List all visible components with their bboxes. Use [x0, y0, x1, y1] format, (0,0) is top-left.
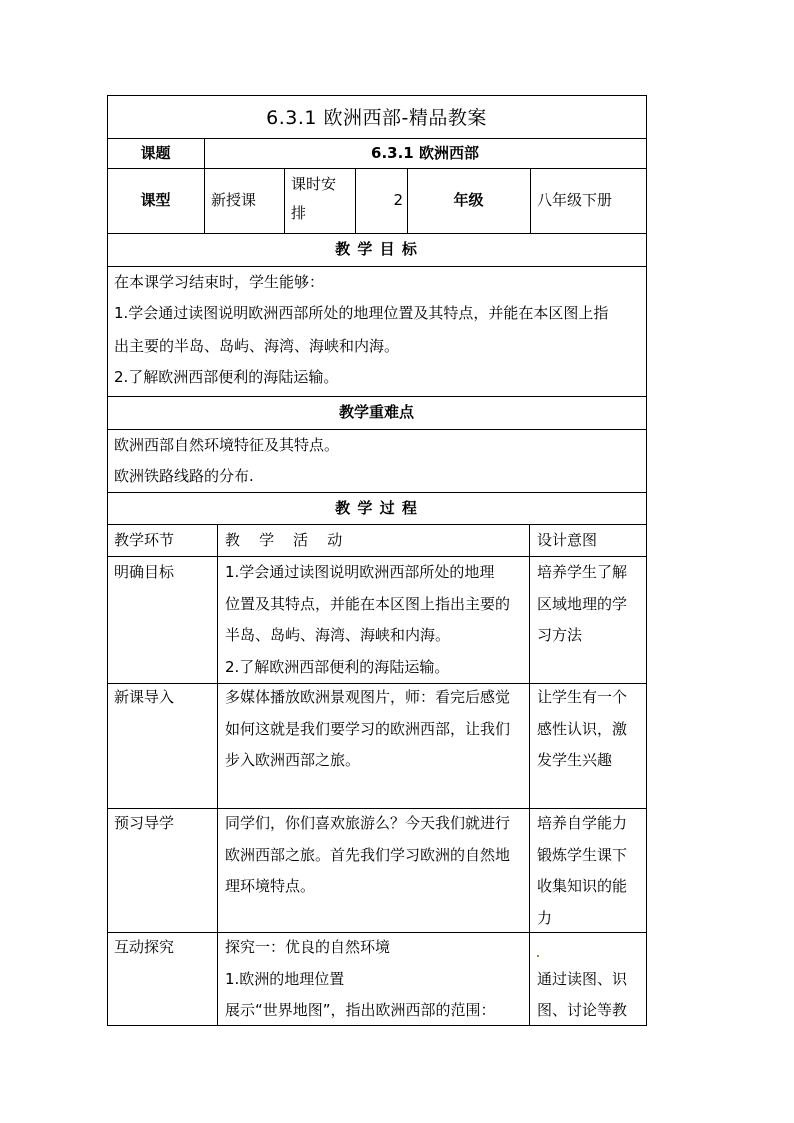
activity-cell: 同学们，你们喜欢旅游么？今天我们就进行 欧洲西部之旅。首先我们学习欧洲的自然地 理环境特点。: [225, 814, 511, 895]
activity-cell: 探究一：优良的自然环境 1.欧洲的地理位置 展示“世界地图”，指出欧洲西部的范围：: [225, 938, 496, 1019]
stage-cell: 明确目标: [114, 563, 175, 581]
stray-mark: [537, 955, 539, 957]
process-heading: 教 学 过 程: [335, 499, 418, 517]
grade-label: 年级: [453, 191, 484, 209]
keypoints-heading: 教学重难点: [338, 403, 414, 421]
goals-line: 出主要的半岛、岛屿、海湾、海峡和内海。: [114, 337, 400, 355]
intent-cell: 让学生有一个 感性认识，激 发学生兴趣: [537, 688, 628, 769]
type-value: 新授课: [211, 191, 257, 209]
topic-value: 6.3.1 欧洲西部: [371, 144, 479, 162]
stage-cell: 新课导入: [114, 688, 175, 706]
activity-cell: 多媒体播放欧洲景观图片，师：看完后感觉 如何这就是我们要学习的欧洲西部，让我们 步入欧洲西部之旅。: [225, 688, 511, 769]
table-border-right: [646, 95, 647, 1026]
type-label: 课型: [140, 191, 171, 209]
table-border-top: [107, 95, 647, 96]
topic-label: 课题: [140, 144, 171, 162]
rule: [217, 524, 218, 1026]
intent-cell: 培养自学能力 锻炼学生课下 收集知识的能 力: [537, 814, 628, 927]
col-header-intent: 设计意图: [537, 531, 598, 549]
hours-value: 2: [393, 191, 403, 209]
goals-line: 2.了解欧洲西部便利的海陆运输。: [114, 368, 339, 386]
goals-line: 1.学会通过读图说明欧洲西部所处的地理位置及其特点，并能在本区图上指: [114, 304, 609, 322]
rule: [284, 168, 285, 233]
keypoints-line: 欧洲西部自然环境特征及其特点。: [114, 436, 340, 454]
keypoints-line: 欧洲铁路线路的分布.: [114, 467, 254, 485]
stage-cell: 预习导学: [114, 814, 175, 832]
hours-label: 课时安 排: [291, 175, 337, 222]
grade-value: 八年级下册: [537, 191, 613, 209]
col-header-activity: 教 学 活 动: [225, 531, 343, 549]
intent-cell: 通过读图、识 图、讨论等教: [537, 969, 628, 1019]
intent-cell: 培养学生了解 区域地理的学 习方法: [537, 563, 628, 644]
rule: [529, 524, 530, 1026]
document-title: 6.3.1 欧洲西部-精品教案: [266, 107, 487, 129]
goals-line: 在本课学习结束时，学生能够：: [114, 273, 325, 291]
col-header-stage: 教学环节: [114, 531, 175, 549]
goals-heading: 教 学 目 标: [335, 240, 418, 258]
rule: [530, 168, 531, 233]
stage-cell: 互动探究: [114, 938, 175, 956]
activity-cell: 1.学会通过读图说明欧洲西部所处的地理 位置及其特点，并能在本区图上指出主要的 半岛、岛屿、海湾、海峡和内海。 2.了解欧洲西部便利的海陆运输。: [225, 563, 511, 676]
